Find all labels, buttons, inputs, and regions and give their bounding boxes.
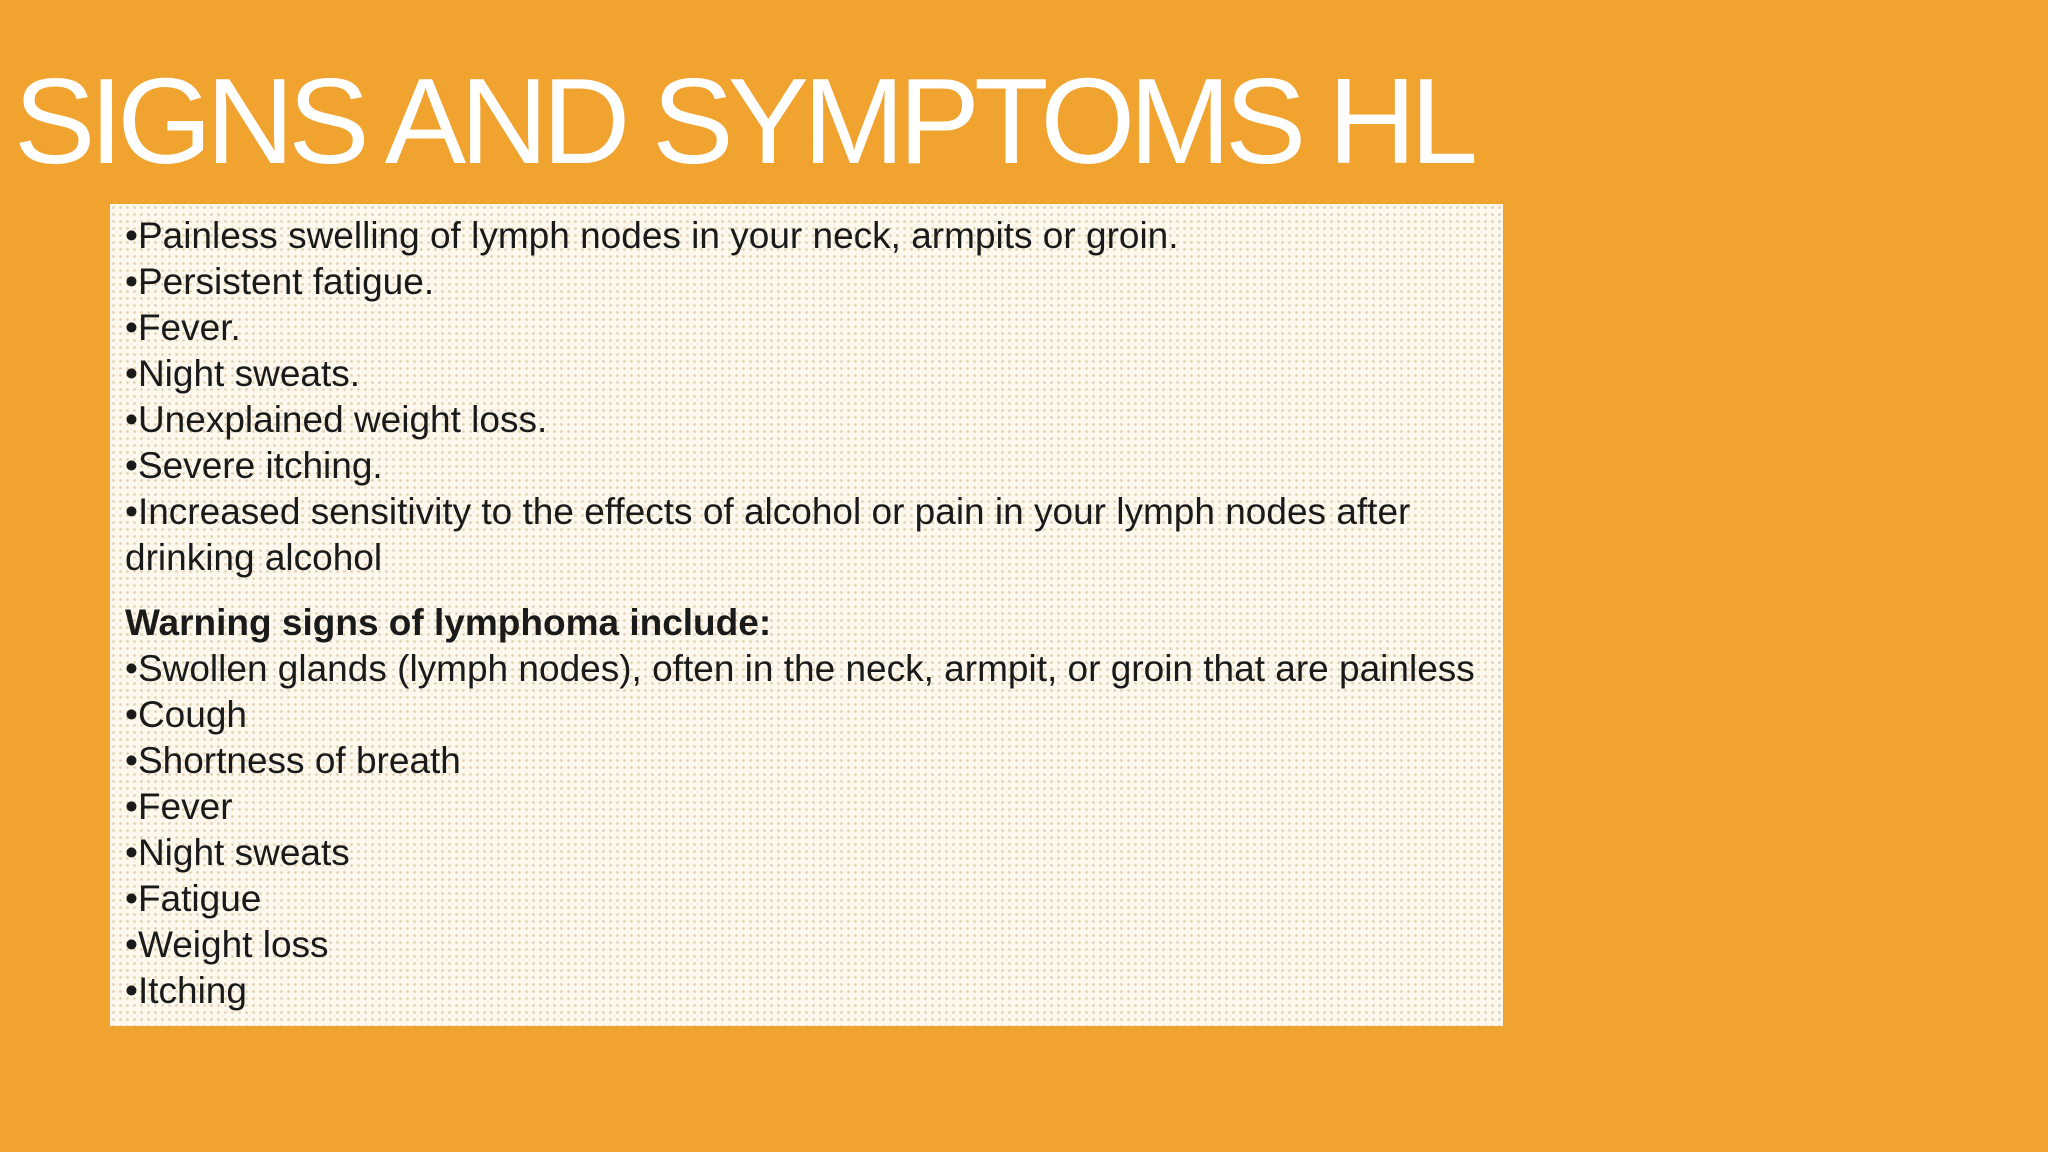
list-item: •Night sweats bbox=[125, 832, 350, 873]
list-item: •Fever. bbox=[125, 307, 241, 348]
list-item: •Fatigue bbox=[125, 878, 262, 919]
warning-signs-list bbox=[125, 646, 1495, 1014]
content-text bbox=[125, 213, 1495, 1014]
slide-title: SIGNS AND SYMPTOMS HL bbox=[14, 53, 1473, 189]
list-item: •Swollen glands (lymph nodes), often in the neck, armpit, or groin that are painless bbox=[125, 648, 1475, 689]
list-item: •Persistent fatigue. bbox=[125, 261, 435, 302]
list-item: •Itching bbox=[125, 970, 247, 1011]
list-item: •Unexplained weight loss. bbox=[125, 399, 548, 440]
list-item: •Shortness of breath bbox=[125, 740, 461, 781]
symptoms-list bbox=[125, 213, 1495, 581]
list-item: •Night sweats. bbox=[125, 353, 361, 394]
list-item: •Painless swelling of lymph nodes in your neck, armpits or groin. bbox=[125, 215, 1179, 256]
list-item: •Severe itching. bbox=[125, 445, 383, 486]
list-item: •Increased sensitivity to the effects of alcohol or pain in your lymph nodes after drinking alcohol bbox=[125, 491, 1411, 578]
list-item: •Cough bbox=[125, 694, 247, 735]
list-item: •Weight loss bbox=[125, 924, 329, 965]
warning-heading: Warning signs of lymphoma include: bbox=[125, 602, 772, 643]
list-item: •Fever bbox=[125, 786, 233, 827]
